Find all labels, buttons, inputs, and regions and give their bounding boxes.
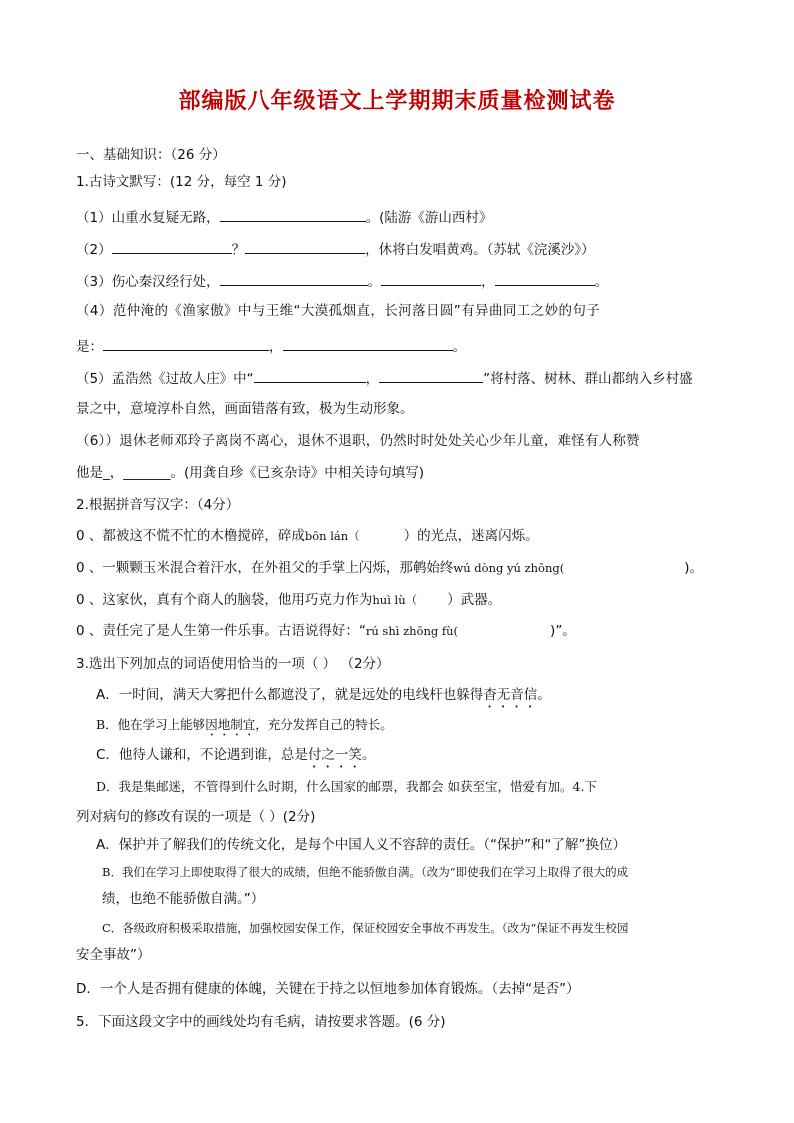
answer-blank[interactable] bbox=[220, 207, 366, 222]
q3-option-a: A．一时间，满天大雾把什么都遮没了，就是远处的电线杆也躲得杳无音信。 bbox=[96, 687, 551, 703]
q2-row-4: 0 、责任完了是人生第一件乐事。古语说得好：“rú shì zhōng fù( )”。 bbox=[76, 623, 576, 639]
q1-line-5-cont: 景之中，意境淳朴自然，画面错落有致，极为生动形象。 bbox=[76, 401, 414, 417]
answer-blank[interactable] bbox=[283, 336, 453, 351]
answer-blank[interactable] bbox=[379, 368, 483, 383]
q1-line-4-cont: 是： ， 。 bbox=[76, 336, 466, 356]
q1-line-4: （4）范仲淹的《渔家傲》中与王维“大漠孤烟直，长河落日圆”有异曲同工之妙的句子 bbox=[76, 303, 601, 319]
q4-option-d: D．一个人是否拥有健康的体魄，关键在于持之以恒地参加体育锻炼。（去掉“是否”） bbox=[76, 981, 580, 997]
question-4-heading: 列对病句的修改有误的一项是（ ）(2分) bbox=[76, 809, 316, 825]
answer-blank[interactable] bbox=[254, 368, 366, 383]
q1-line-1: （1）山重水复疑无路， 。(陆游《游山西村》 bbox=[76, 207, 492, 227]
q3-option-c: C．他待人谦和，不论遇到谁，总是付之一笑。 bbox=[96, 747, 376, 763]
q4-option-c-cont: 安全事故”） bbox=[76, 947, 151, 963]
question-3-heading: 3.选出下列加点的词语使用恰当的一项（ ） （2分） bbox=[76, 656, 390, 672]
answer-blank[interactable] bbox=[112, 239, 232, 254]
page-title: 部编版八年级语文上学期期末质量检测试卷 bbox=[178, 89, 616, 114]
q4-option-a: A．保护并了解我们的传统文化，是每个中国人义不容辞的责任。（“保护”和“了解”换位） bbox=[96, 837, 626, 853]
question-5-heading: 5．下面这段文字中的画线处均有毛病，请按要求答题。(6 分) bbox=[76, 1014, 446, 1030]
answer-blank[interactable] bbox=[381, 271, 481, 286]
q1-line-6: （6））退休老师邓玲子离岗不离心，退休不退职，仍然时时处处关心少年儿童，难怪有人称赞 bbox=[76, 433, 640, 449]
q4-option-b-cont: 绩，也绝不能骄傲自满。”） bbox=[102, 891, 265, 907]
q1-line-2: （2） ？ ，休将白发唱黄鸡。（苏轼《浣溪沙》） bbox=[76, 239, 595, 259]
q1-line-6-cont: 他是_，_______。(用龚自珍《已亥杂诗》中相关诗句填写) bbox=[76, 465, 425, 481]
question-2-heading: 2.根据拼音写汉字：（4分） bbox=[76, 497, 240, 513]
q2-row-1: 0 、都被这不慌不忙的木橹搅碎，碎成bōn lán（ ）的光点，迷离闪烁。 bbox=[76, 528, 539, 544]
question-1-heading: 1.古诗文默写：(12 分，每空 1 分) bbox=[76, 174, 287, 190]
q2-row-3: 0 、这家伙，真有个商人的脑袋，他用巧克力作为huì lù（ ）武器。 bbox=[76, 592, 502, 608]
q1-line-5: （5）孟浩然《过故人庄》中“ ， ”将村落、树林、群山都纳入乡村盛 bbox=[76, 368, 693, 388]
q4-option-c: C．各级政府积极采取措施，加强校园安保工作，保证校园安全事故不再发生。（改为“保证不再发生校园 bbox=[102, 921, 629, 935]
q3-option-d: D．我是集邮迷，不管得到什么时期，什么国家的邮票，我都会 如获至宝，惜爱有加。4.下 bbox=[96, 779, 597, 794]
section-heading: 一、基础知识：（26 分） bbox=[76, 147, 226, 163]
q4-option-b: B．我们在学习上即使取得了很大的成绩，但绝不能骄傲自满。（改为“即使我们在学习上取得了很大的成 bbox=[102, 865, 629, 879]
answer-blank[interactable] bbox=[103, 336, 269, 351]
answer-blank[interactable] bbox=[495, 271, 595, 286]
answer-blank[interactable] bbox=[245, 239, 365, 254]
q3-option-b: B．他在学习上能够因地制宜，充分发挥自己的特长。 bbox=[96, 717, 393, 732]
answer-blank[interactable] bbox=[220, 271, 368, 286]
q1-line-3: （3）伤心秦汉经行处， 。 ， 。 bbox=[76, 271, 608, 291]
q2-row-2: 0 、一颗颗玉米混合着汗水，在外祖父的手掌上闪烁，那鹌始终wú dòng yú zhōng( )。 bbox=[76, 560, 703, 576]
